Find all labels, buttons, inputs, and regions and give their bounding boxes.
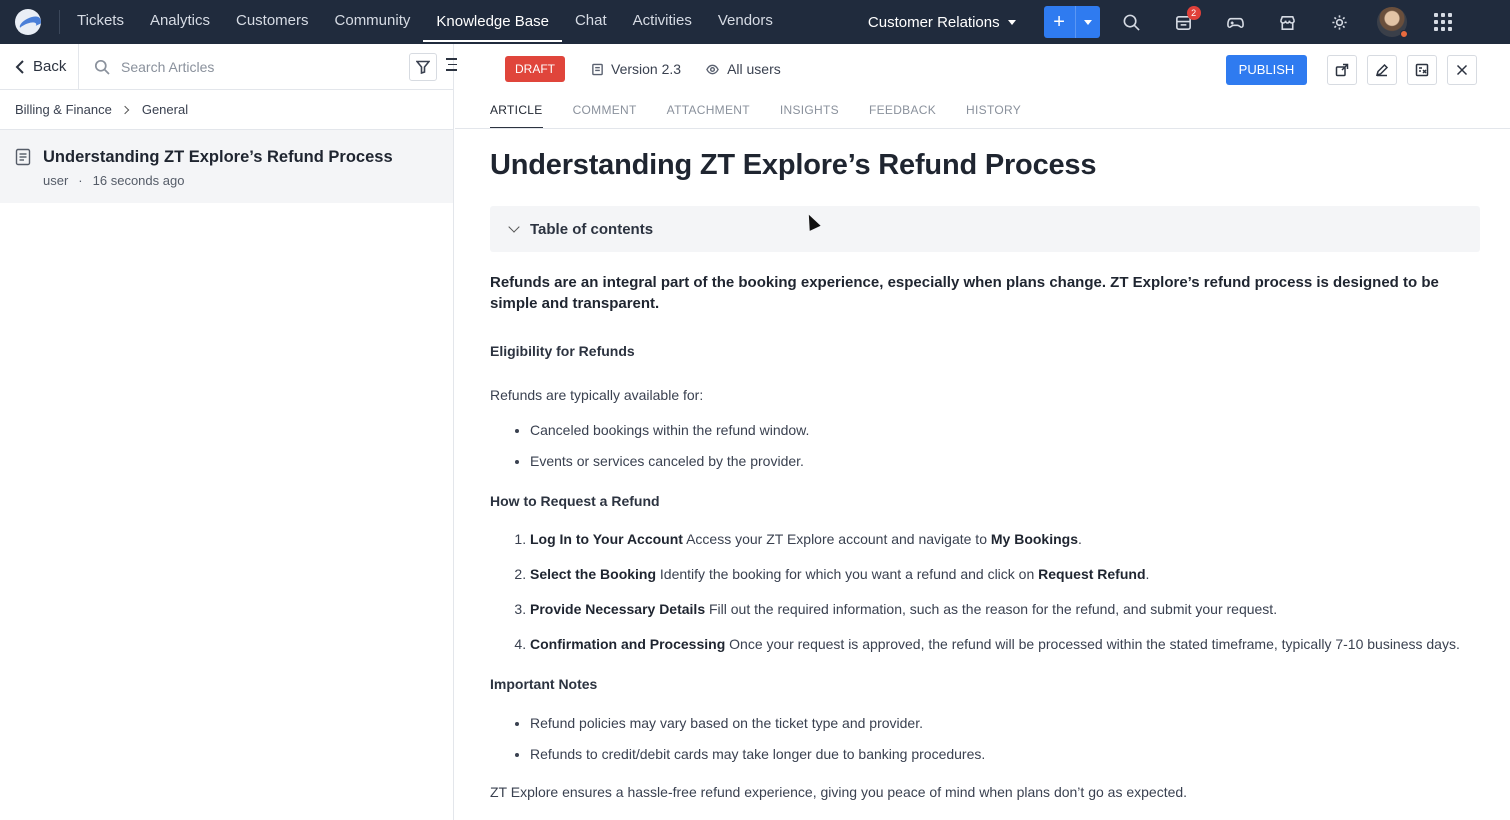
article-content [490, 129, 1480, 800]
step-title: Confirmation and Processing [530, 636, 726, 652]
publish-button[interactable]: PUBLISH [1226, 55, 1307, 85]
chevron-down-icon [508, 221, 519, 232]
app-logo[interactable] [15, 9, 41, 35]
list-item [530, 598, 1480, 621]
settings-button[interactable] [1314, 0, 1366, 44]
tab-history[interactable]: HISTORY [966, 103, 1022, 117]
closing-paragraph: ZT Explore ensures a hassle-free refund experience, giving you peace of mind when plans don’t go as expected. [490, 784, 1188, 800]
visibility-label: All users [727, 61, 781, 77]
document-close-icon [1415, 63, 1429, 77]
section-heading: Eligibility for Refunds [490, 343, 635, 359]
bullet-list [490, 421, 1480, 471]
articles-list-panel [0, 44, 454, 820]
breadcrumb-section[interactable]: General [141, 102, 189, 117]
add-dropdown-toggle[interactable] [1076, 20, 1100, 25]
apps-grid-icon[interactable] [1434, 13, 1452, 31]
article-author: user [43, 173, 69, 188]
section-heading: Important Notes [490, 676, 598, 692]
eye-icon [705, 63, 720, 76]
nav-vendors[interactable]: Vendors [717, 12, 773, 29]
visibility-selector[interactable] [705, 61, 781, 77]
list-item: • Events or services canceled by the provider. [530, 452, 1480, 471]
bullet-list [490, 714, 1480, 764]
tab-insights[interactable]: INSIGHTS [779, 103, 839, 117]
section-heading: How to Request a Refund [490, 493, 660, 509]
breadcrumb [0, 90, 453, 130]
presence-status-dot [1400, 30, 1408, 38]
version-label: Version 2.3 [611, 61, 682, 77]
nav-activities[interactable]: Activities [632, 12, 692, 29]
nav-divider [59, 10, 60, 34]
back-label: Back [33, 58, 67, 75]
step-end: . [1145, 566, 1150, 582]
list-item [530, 528, 1480, 551]
step-text: Access your ZT Explore account and navigate to [682, 531, 991, 547]
meta-separator: · [78, 173, 83, 188]
step-title: Provide Necessary Details [530, 601, 706, 617]
tab-article[interactable]: ARTICLE [490, 94, 543, 129]
paragraph: Refunds are typically available for: [490, 387, 704, 403]
step-text: Fill out the required information, such as the reason for the refund, and submit your request. [705, 601, 1278, 617]
list-item[interactable] [0, 130, 453, 203]
notifications-button[interactable] [1158, 0, 1210, 44]
marketplace-icon [1278, 13, 1297, 32]
article-list-meta [43, 173, 393, 188]
step-title: Log In to Your Account [530, 531, 683, 547]
share-button[interactable] [1327, 55, 1357, 85]
nav-community[interactable]: Community [334, 12, 411, 29]
department-label: Customer Relations [867, 13, 1000, 31]
nav-chat[interactable]: Chat [574, 12, 607, 29]
tab-attachment[interactable]: ATTACHMENT [666, 103, 750, 117]
step-text: Once your request is approved, the refund will be processed within the stated timeframe, typically 7-10 business days. [725, 636, 1460, 652]
version-selector[interactable] [591, 61, 681, 77]
step-emphasis: My Bookings [990, 531, 1078, 547]
top-navigation-bar [0, 0, 1510, 44]
search-articles-placeholder[interactable]: Search Articles [121, 58, 215, 75]
toc-label: Table of contents [530, 220, 654, 238]
article-list-title[interactable]: Understanding ZT Explore’s Refund Process [43, 148, 393, 166]
article-tabs [490, 94, 1021, 129]
games-button[interactable] [1210, 0, 1262, 44]
nav-knowledge-base[interactable]: Knowledge Base [423, 2, 562, 42]
document-icon [15, 148, 31, 203]
step-emphasis: Request Refund [1038, 566, 1146, 582]
list-item [530, 633, 1480, 656]
filter-icon [416, 60, 430, 74]
share-icon [1335, 63, 1349, 77]
list-item: • Refund policies may vary based on the ticket type and provider. [530, 714, 1480, 733]
search-icon [1122, 13, 1141, 32]
tab-comment[interactable]: COMMENT [572, 103, 637, 117]
step-text: Identify the booking for which you want a refund and click on [656, 566, 1039, 582]
close-button[interactable] [1447, 55, 1477, 85]
plus-icon[interactable]: + [1044, 6, 1076, 38]
chevron-down-icon [1008, 20, 1016, 25]
list-item [530, 563, 1480, 586]
article-detail-panel [455, 44, 1510, 820]
search-icon [94, 59, 110, 75]
tab-feedback[interactable]: FEEDBACK [868, 103, 937, 117]
department-switcher[interactable] [868, 14, 1016, 31]
gear-icon [1330, 13, 1349, 32]
articles-toolbar [0, 44, 453, 90]
list-item: • Canceled bookings within the refund window. [530, 421, 1480, 440]
article-title: Understanding ZT Explore’s Refund Process [490, 149, 1097, 181]
nav-analytics[interactable]: Analytics [149, 12, 210, 29]
close-article-edit-button[interactable] [1407, 55, 1437, 85]
gamepad-icon [1226, 13, 1245, 32]
edit-button[interactable] [1367, 55, 1397, 85]
nav-customers[interactable]: Customers [235, 12, 309, 29]
breadcrumb-category[interactable]: Billing & Finance [15, 102, 112, 117]
chevron-right-icon [121, 105, 129, 113]
chevron-down-icon [1084, 20, 1092, 25]
step-title: Select the Booking [530, 566, 657, 582]
user-avatar[interactable] [1377, 7, 1407, 37]
add-new-button[interactable] [1044, 6, 1100, 38]
article-intro: Refunds are an integral part of the booking experience, especially when plans change. ZT Explore’s refund process is designed to be simple and transparent. [490, 274, 1439, 312]
chevron-left-icon [15, 60, 25, 74]
version-icon [591, 63, 604, 76]
steps-list [490, 528, 1480, 656]
search-button[interactable] [1106, 0, 1158, 44]
list-item: • Refunds to credit/debit cards may take longer due to banking procedures. [530, 745, 1480, 764]
close-icon [1455, 63, 1469, 77]
nav-tickets[interactable]: Tickets [77, 12, 124, 29]
search-articles-field[interactable] [79, 59, 409, 75]
back-button[interactable] [0, 44, 79, 90]
filter-button[interactable] [409, 53, 437, 81]
marketplace-button[interactable] [1262, 0, 1314, 44]
pencil-icon [1375, 63, 1389, 77]
status-badge: DRAFT [505, 56, 565, 82]
step-end: . [1078, 531, 1082, 547]
notification-count-badge: 2 [1187, 6, 1201, 20]
table-of-contents-toggle[interactable] [490, 206, 1480, 252]
article-timestamp: 16 seconds ago [92, 173, 185, 188]
